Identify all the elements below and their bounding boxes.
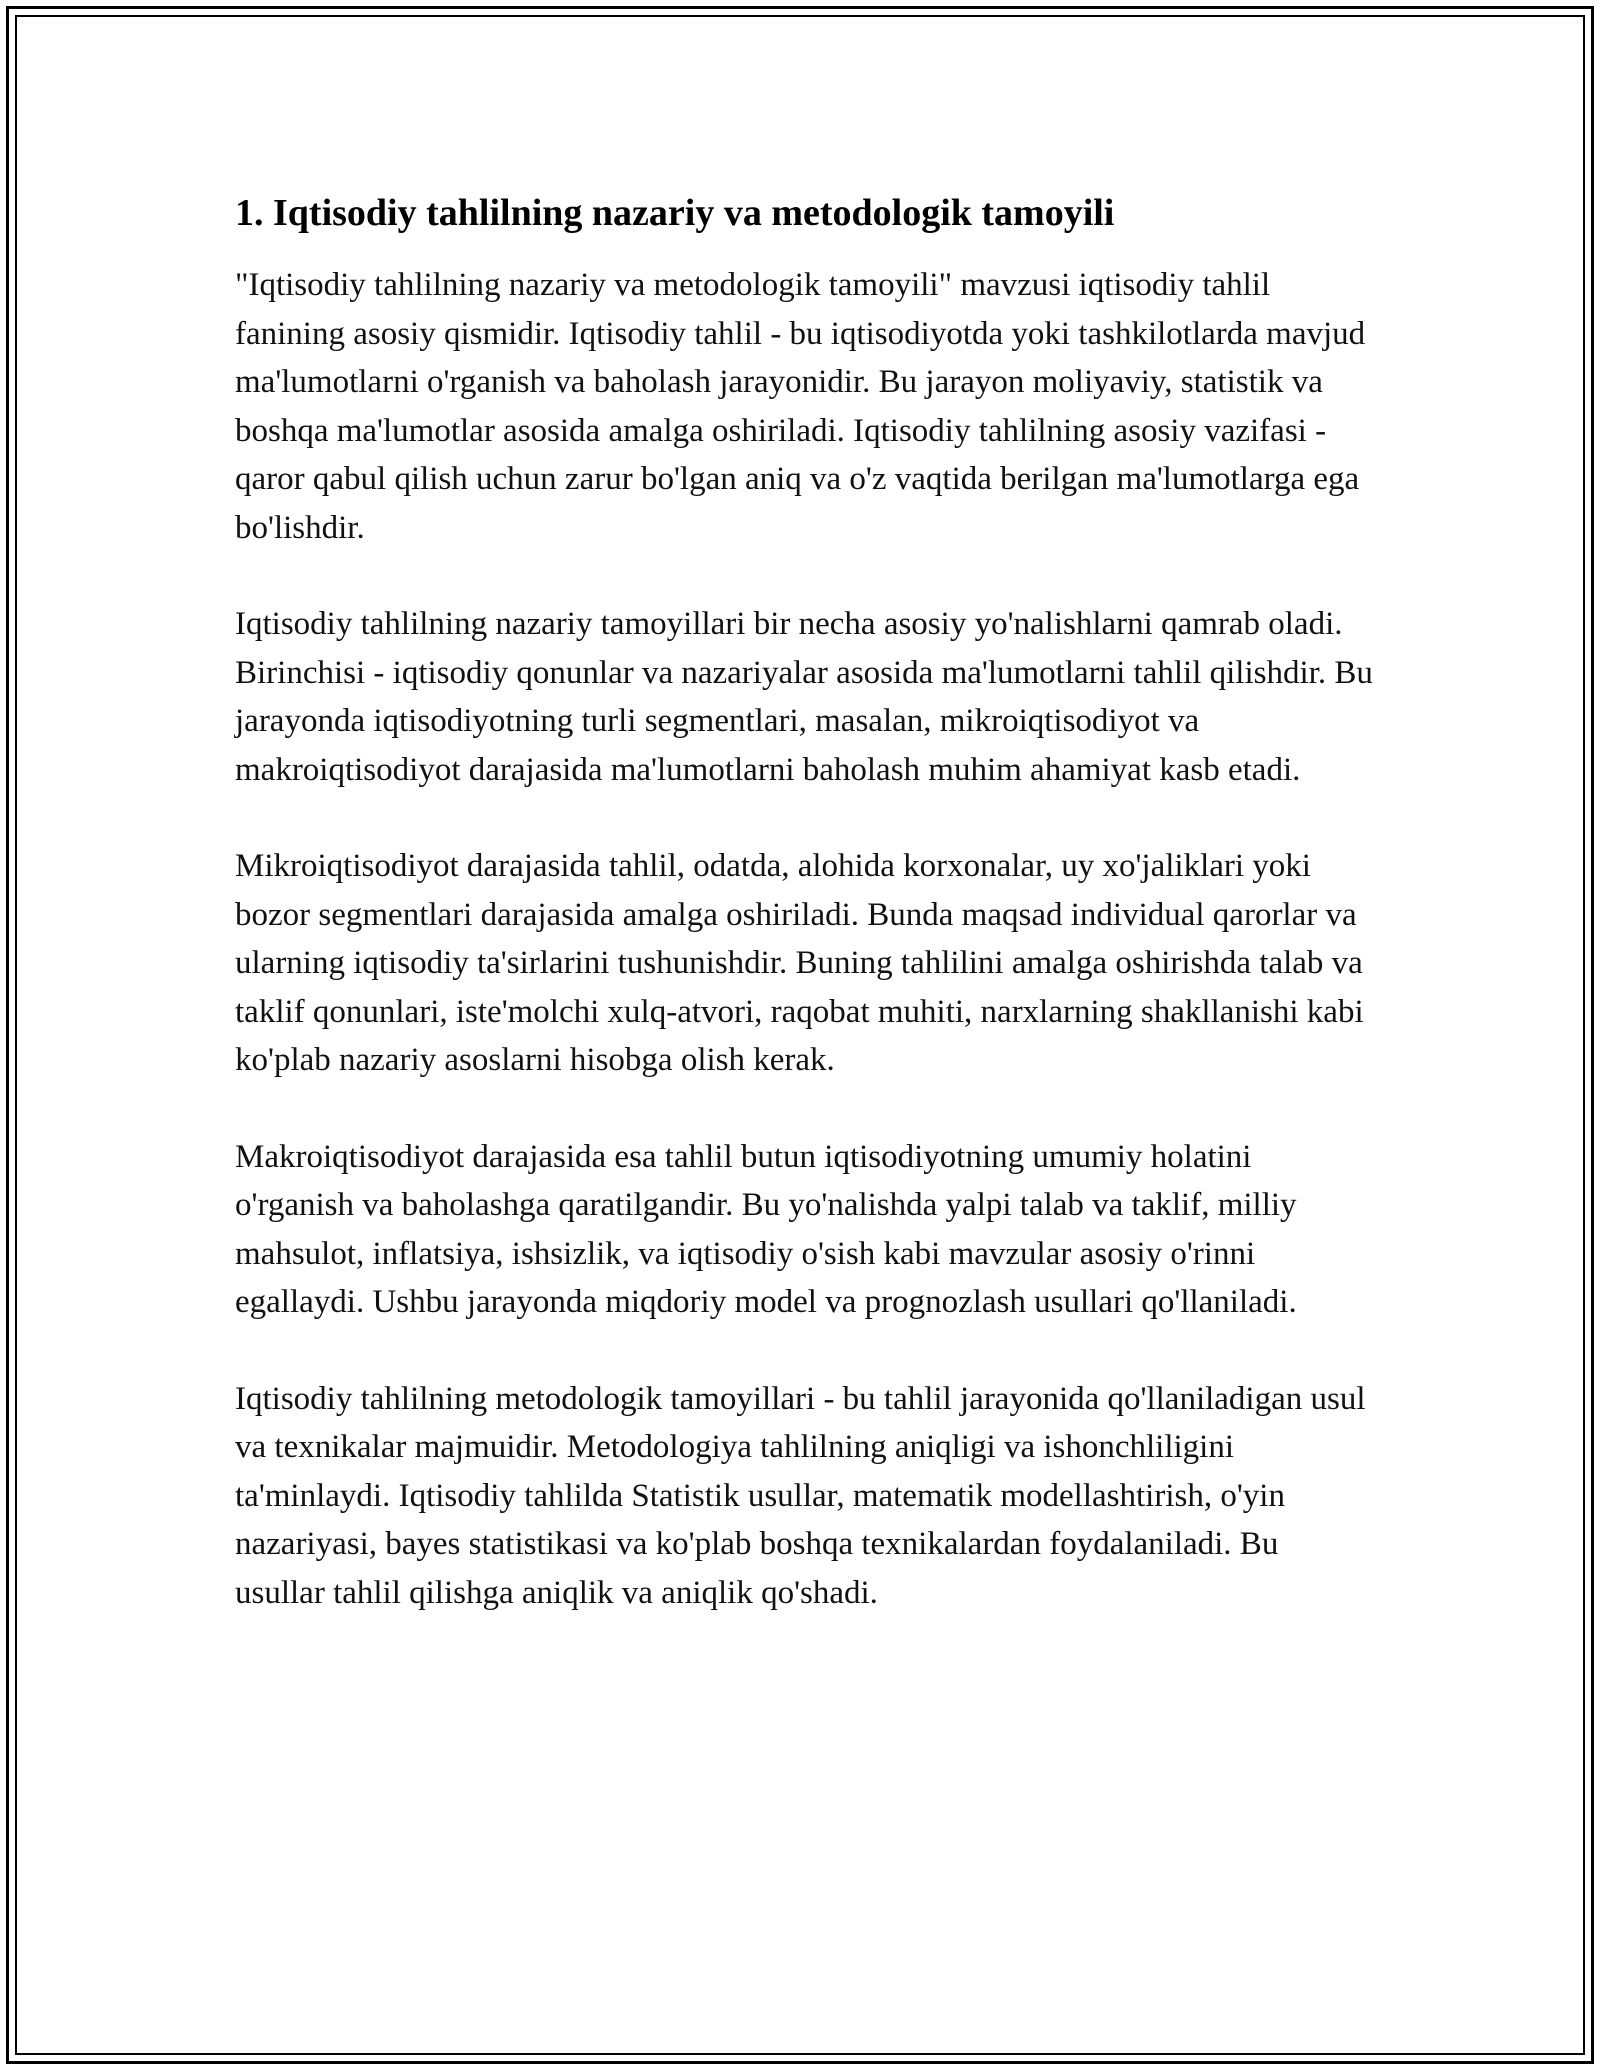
- paragraph-methodological-principles: Iqtisodiy tahlilning metodologik tamoyillari - bu tahlil jarayonida qo'llaniladigan usul va texnikalar majmuidir. Metodologiya tahlilning aniqligi va ishonchliligini ta'minlaydi. Iqtisodiy tahlilda Statistik usullar, matematik modellashtirish, o'yin nazariyasi, bayes statistikasi va ko'plab boshqa texnikalardan foydalaniladi. Bu usullar tahlil qilishga aniqlik va aniqlik qo'shadi.: [235, 1380, 1366, 1611]
- document-body: [235, 185, 1375, 1617]
- paragraph-macroeconomics: Makroiqtisodiyot darajasida esa tahlil butun iqtisodiyotning umumiy holatini o'rganish va baholashga qaratilgandir. Bu yo'nalishda yalpi talab va taklif, milliy mahsulot, inflatsiya, ishsizlik, va iqtisodiy o'sish kabi mavzular asosiy o'rinni egallaydi. Ushbu jarayonda miqdoriy model va prognozlash usullari qo'llaniladi.: [235, 1138, 1297, 1320]
- paragraph-theoretical-principles: Iqtisodiy tahlilning nazariy tamoyillari bir necha asosiy yo'nalishlarni qamrab oladi. Birinchisi - iqtisodiy qonunlar va nazariyalar asosida ma'lumotlarni tahlil qilishdir. Bu jarayonda iqtisodiyotning turli segmentlari, masalan, mikroiqtisodiyot va makroiqtisodiyot darajasida ma'lumotlarni baholash muhim ahamiyat kasb etadi.: [235, 606, 1373, 788]
- paragraph-intro: "Iqtisodiy tahlilning nazariy va metodologik tamoyili" mavzusi iqtisodiy tahlil fanining asosiy qismidir. Iqtisodiy tahlil - bu iqtisodiyotda yoki tashkilotlarda mavjud ma'lumotlarni o'rganish va baholash jarayonidir. Bu jarayon moliyaviy, statistik va boshqa ma'lumotlar asosida amalga oshiriladi. Iqtisodiy tahlilning asosiy vazifasi - qaror qabul qilish uchun zarur bo'lgan aniq va o'z vaqtida berilgan ma'lumotlarga ega bo'lishdir.: [235, 267, 1366, 546]
- document-title: 1. Iqtisodiy tahlilning nazariy va metodologik tamoyili: [235, 192, 1115, 234]
- paragraph-microeconomics: Mikroiqtisodiyot darajasida tahlil, odatda, alohida korxonalar, uy xo'jaliklari yoki bozor segmentlari darajasida amalga oshiriladi. Bunda maqsad individual qarorlar va ularning iqtisodiy ta'sirlarini tushunishdir. Buning tahlilini amalga oshirishda talab va taklif qonunlari, iste'molchi xulq-atvori, raqobat muhiti, narxlarning shakllanishi kabi ko'plab nazariy asoslarni hisobga olish kerak.: [235, 848, 1364, 1078]
